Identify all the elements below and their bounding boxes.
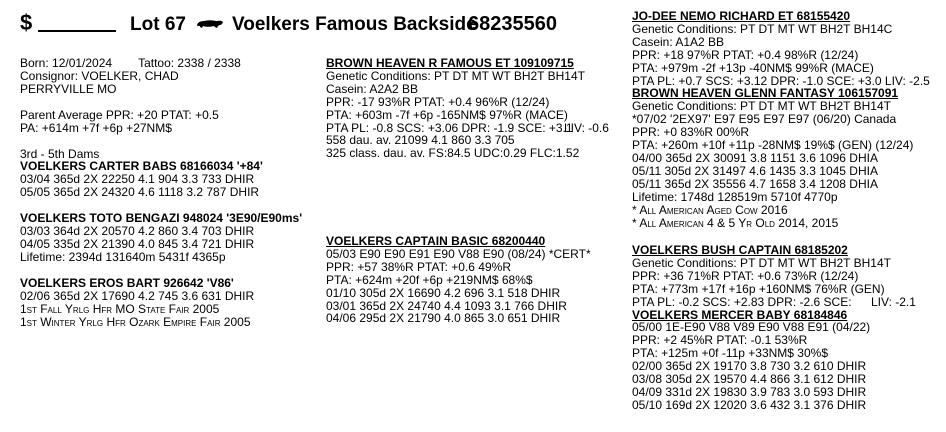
dam-pta: PTA: +624m +20f +6p +219NM$ 68%$ <box>326 272 533 287</box>
dam-2-record: 03/03 364d 2X 20570 4.2 860 3.4 703 DHIR <box>20 224 255 239</box>
consignor-location: PERRYVILLE MO <box>20 81 117 96</box>
sire-pta: PTA: +603m -7f +6p -165NM$ 97%R (MACE) <box>326 107 568 122</box>
mgs-sire-liv: LIV: -2.1 <box>871 294 916 309</box>
sire-sire-pta-pl: PTA PL: +0.7 SCS: +3.12 DPR: -1.0 SCE: +3.0 LIV: -2.5 <box>632 73 930 88</box>
sire-sire-name: JO-DEE NEMO RICHARD ET 68155420 <box>632 9 851 23</box>
sire-genetic-conditions: Genetic Conditions: PT DT MT WT BH2T BH14T <box>326 68 585 83</box>
dam-block <box>326 235 591 325</box>
dam-3-award: 1st Fall Yrlg Hfr MO State Fair 2005 <box>20 301 220 316</box>
price-blank-line <box>38 30 116 32</box>
dam-2-record: 04/05 335d 2X 21390 4.0 845 3.4 721 DHIR <box>20 236 255 251</box>
dams-heading: 3rd - 5th Dams <box>20 146 100 161</box>
sire-dam-record: 04/00 365d 2X 30091 3.8 1151 3.6 1096 DHIA <box>632 150 878 165</box>
mgs-sire-ppr: PPR: +36 71%R PTAT: +0.6 73%R (12/24) <box>632 268 859 283</box>
mgs-dam-record: 03/08 305d 2X 19570 4.4 866 3.1 612 DHIR <box>632 372 867 387</box>
dam-3-award: 1st Winter Yrlg Hfr Ozark Empire Fair 2005 <box>20 314 251 329</box>
sire-classified-daughters: 325 class. dau. av. FS:84.5 UDC:0.29 FLC:1.52 <box>326 146 580 161</box>
cow-silhouette-icon <box>196 16 224 32</box>
dam-3-record: 02/06 365d 2X 17690 4.2 745 3.6 631 DHIR <box>20 288 255 303</box>
lot-number: Lot 67 <box>130 14 186 35</box>
mgs-dam-record: 04/09 331d 2X 19830 3.9 783 3.0 593 DHIR <box>632 384 867 399</box>
sire-dam-pta: PTA: +260m +10f +11p -28NM$ 19%$ (GEN) (12/24) <box>632 138 914 153</box>
sire-dam-award: * All American Aged Cow 2016 <box>632 202 788 217</box>
mgs-sire-pta-pl-row <box>632 294 916 309</box>
sire-dam-record: 05/11 305d 2X 31497 4.6 1435 3.3 1045 DHIA <box>632 163 878 178</box>
born-date: Born: 12/01/2024 <box>20 56 113 70</box>
sire-sire-ppr: PPR: +18 97%R PTAT: +0.4 98%R (12/24) <box>632 47 859 62</box>
dam-name: VOELKERS CAPTAIN BASIC 68200440 <box>326 234 546 248</box>
sire-dam-ppr: PPR: +0 83%R 00%R <box>632 125 750 140</box>
sire-name: BROWN HEAVEN R FAMOUS ET 109109715 <box>326 56 574 70</box>
mgs-dam-pta: PTA: +125m +0f -11p +33NM$ 30%$ <box>632 346 829 361</box>
sire-pta-pl: PTA PL: -0.8 SCS: +3.06 DPR: -1.9 SCE: +3.1 <box>326 120 573 135</box>
sire-ppr: PPR: -17 93%R PTAT: +0.4 96%R (12/24) <box>326 94 550 109</box>
parent-average-pta: PA: +614m +7f +6p +27NM$ <box>20 120 172 135</box>
sire-pta-pl-row <box>326 120 609 135</box>
consignor: Consignor: VOELKER, CHAD <box>20 68 179 83</box>
sire-liv: LIV: -0.6 <box>564 120 609 135</box>
dam-pedigree-block <box>632 243 916 412</box>
sire-dam-lifetime: Lifetime: 1748d 128519m 5710f 4770p <box>632 189 838 204</box>
mgs-dam-ppr: PPR: +2 45%R PTAT: -0.1 53%R <box>632 333 808 348</box>
sire-dam-classification: *07/02 '2EX97' E97 E95 E97 E97 (06/20) Canada <box>632 112 897 127</box>
mgs-sire-name: VOELKERS BUSH CAPTAIN 68185202 <box>632 243 848 257</box>
price-dollar-sign: $ <box>20 10 33 35</box>
animal-name: Voelkers Famous Backside <box>232 14 477 35</box>
dam-record: 04/06 295d 2X 21790 4.0 865 3.0 651 DHIR <box>326 311 561 326</box>
dam-2-lifetime: Lifetime: 2394d 131640m 5431f 4365p <box>20 249 226 264</box>
dam-3-name: VOELKERS EROS BART 926642 'V86' <box>20 275 234 290</box>
mgs-sire-pta: PTA: +773m +17f +16p +160NM$ 76%R (GEN) <box>632 281 885 296</box>
parent-average: Parent Average PPR: +20 PTAT: +0.5 <box>20 107 219 122</box>
mgs-sire-genetic-conditions: Genetic Conditions: PT DT MT WT BH2T BH14T <box>632 255 891 270</box>
dam-1-name: VOELKERS CARTER BABS 68166034 '+84' <box>20 159 263 174</box>
sire-sire-pta: PTA: +979m -2f +13p -40NM$ 99%R (MACE) <box>632 60 874 75</box>
mgs-dam-name: VOELKERS MERCER BABY 68184846 <box>632 307 848 322</box>
sire-daughters: 558 dau. av. 21099 4.1 860 3.3 705 <box>326 133 515 148</box>
sire-dam-award: * All American 4 & 5 Yr Old 2014, 2015 <box>632 215 839 230</box>
dam-record: 01/10 305d 2X 16690 4.2 696 3.1 518 DHIR <box>326 285 561 300</box>
sire-dam-record: 05/11 365d 2X 35556 4.7 1658 3.4 1208 DHIA <box>632 176 878 191</box>
mgs-dam-classification: 05/00 1E-E90 V88 V89 E90 V88 E91 (04/22) <box>632 320 871 335</box>
sire-block <box>326 56 609 161</box>
sire-sire-casein: Casein: A1A2 BB <box>632 34 725 49</box>
mgs-dam-record: 02/00 365d 2X 19170 3.8 730 3.2 610 DHIR <box>632 359 867 374</box>
dam-1-record: 03/04 365d 2X 22250 4.1 904 3.3 733 DHIR <box>20 172 255 187</box>
dam-2-name: VOELKERS TOTO BENGAZI 948024 '3E90/E90ms' <box>20 211 303 226</box>
dam-1-record: 05/05 365d 2X 24320 4.6 1118 3.2 787 DHIR <box>20 185 260 200</box>
born-tattoo-row <box>20 57 302 70</box>
sire-pedigree-block <box>632 10 930 229</box>
dam-ppr: PPR: +57 38%R PTAT: +0.6 49%R <box>326 259 511 274</box>
sire-dam-genetic-conditions: Genetic Conditions: PT DT MT WT BH2T BH14T <box>632 99 891 114</box>
sire-sire-genetic-conditions: Genetic Conditions: PT DT MT WT BH2T BH14C <box>632 21 893 36</box>
registration-number: 68235560 <box>468 13 557 35</box>
sire-casein: Casein: A2A2 BB <box>326 81 419 96</box>
mgs-sire-pta-pl: PTA PL: -0.2 SCS: +2.83 DPR: -2.6 SCE: <box>632 294 852 309</box>
dam-classification: 05/03 E90 E90 E91 E90 V88 E90 (08/24) *CERT* <box>326 246 591 261</box>
tattoo: Tattoo: 2338 / 2338 <box>138 56 241 70</box>
mgs-dam-record: 05/10 169d 2X 12020 3.6 432 3.1 376 DHIR <box>632 397 867 412</box>
dam-record: 03/01 365d 2X 24740 4.4 1093 3.1 766 DHIR <box>326 298 567 313</box>
animal-info-column <box>20 57 302 328</box>
sire-dam-name: BROWN HEAVEN GLENN FANTASY 106157091 <box>632 86 899 101</box>
